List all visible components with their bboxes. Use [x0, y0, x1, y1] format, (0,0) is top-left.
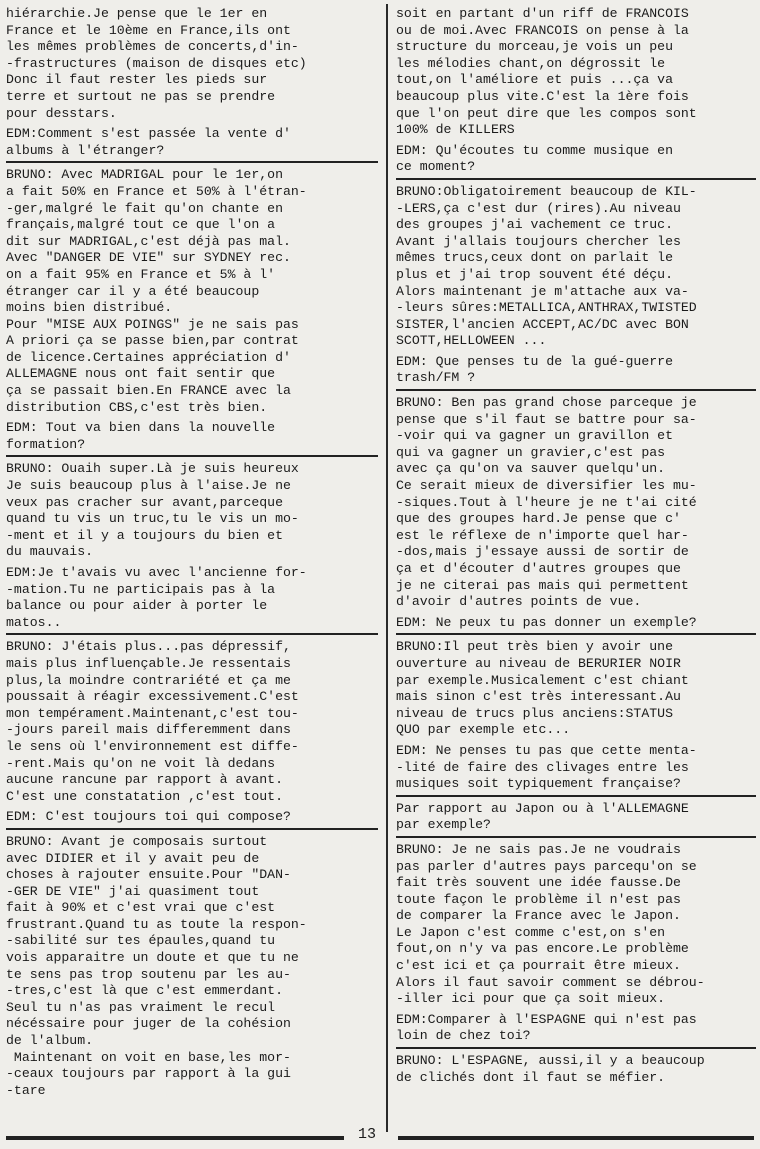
question: EDM: Ne penses tu pas que cette menta- -lité de faire des clivages entre les musiques soit typiquement française? [396, 743, 756, 797]
question: EDM: Que penses tu de la gué-guerre trash/FM ? [396, 354, 756, 391]
page-number: 13 [358, 1126, 377, 1143]
answer: BRUNO: J'étais plus...pas dépressif, mais plus influençable.Je ressentais plus,la moindre contrariété et ça me poussait à réagir excessivement.C'est mon tempérament.Maintenant,c'est tou- -jours pareil mais differemment dans le sens où l'environnement est diffe- -rent.Mais qu'on ne voit là dedans aucune rancune par rapport à avant. C'est une constatation ,c'est tout. [6, 639, 299, 804]
answer: BRUNO: L'ESPAGNE, aussi,il y a beaucoup de clichés dont il faut se méfier. [396, 1053, 705, 1085]
text-block: soit en partant d'un riff de FRANCOIS ou de moi.Avec FRANCOIS on pense à la structure du morceau,je vois un peu les mélodies chant,on dégrossit le tout,on l'améliore et puis ...ça va beaucoup plus vite.C'est la 1ère fois que l'on peut dire que les compos sont 100% de KILLERS [396, 6, 697, 138]
question: EDM: C'est toujours toi qui compose? [6, 809, 378, 830]
answer: BRUNO: Je ne sais pas.Je ne voudrais pas parler d'autres pays parcequ'on se fait très souvent une idée fausse.De toute façon le problème il n'est pas de comparer la France avec le Japon. Le Japon c'est comme c'est,on s'en fout,on n'y va pas encore.Le problème c'est ici et ça pourrait être mieux. Alors il faut savoir comment se débrou- -iller ici pour que ça soit mieux. [396, 841, 705, 1007]
answer: BRUNO: Avant je composais surtout avec DIDIER et il y avait peu de choses à rajouter ensuite.Pour "DAN- -GER DE VIE" j'ai quasiment tout fait à 90% et c'est vrai que c'est frustrant.Quand tu as toute la respon- -sabilité sur tes épaules,quand tu vois apparaitre un doute et que tu ne te sens pas trop soutenu par les au- -tres,c'est là que c'est emmerdant. Seul tu n'as pas vraiment le recul nécéssaire pour juger de la cohésion de l'album. Maintenant on voit en base,les mor- -ceaux toujours par rapport à la gui -tare [6, 833, 307, 1098]
question: EDM:Je t'avais vu avec l'ancienne for- -mation.Tu ne participais pas à la balance ou pour aider à porter le matos.. [6, 565, 378, 635]
question: EDM: Qu'écoutes tu comme musique en ce moment? [396, 143, 756, 180]
answer: BRUNO: Ouaih super.Là je suis heureux Je suis beaucoup plus à l'aise.Je ne veux pas cracher sur avant,parceque quand tu vis un truc,tu le vis un mo- -ment et il y a toujours du bien et du mauvais. [6, 461, 299, 560]
answer: BRUNO: Ben pas grand chose parceque je pense que s'il faut se battre pour sa- -voir qui va gagner un gravillon et qui va gagner un gravier,c'est pas avec ça qu'on va sauver quelqu'un. Ce serait mieux de diversifier les mu- -siques.Tout à l'heure je ne t'ai cité que des groupes hard.Je pense que c' est le réflexe de n'importe quel har- -dos,mais j'essaye aussi de sortir de ça et d'écouter d'autres groupes que je ne citerai pas mais qui permettent d'avoir d'autres points de vue. [396, 395, 697, 610]
column-divider [386, 4, 388, 1132]
question: EDM: Ne peux tu pas donner un exemple? [396, 615, 756, 636]
question: EDM:Comment s'est passée la vente d' albums à l'étranger? [6, 126, 378, 163]
left-column [6, 6, 378, 1102]
footer-rule-left [6, 1136, 344, 1140]
answer: BRUNO:Obligatoirement beaucoup de KIL- -LERS,ça c'est dur (rires).Au niveau des groupes j'ai vachement ce truc. Avant j'allais toujours chercher les mêmes trucs,ceux dont on parlait le plus et j'ai trop souvent été déçu. Alors maintenant je m'attache aux va- -leurs sûres:METALLICA,ANTHRAX,TWISTED SISTER,l'ancien ACCEPT,AC/DC avec BON SCOTT,HELLOWEEN ... [396, 183, 697, 349]
question: EDM: Tout va bien dans la nouvelle formation? [6, 420, 378, 457]
question: EDM:Comparer à l'ESPAGNE qui n'est pas loin de chez toi? [396, 1012, 756, 1049]
right-column [396, 6, 756, 1089]
text-block: hiérarchie.Je pense que le 1er en France et le 10ème en France,ils ont les mêmes problèmes de concerts,d'in- -frastructures (maison de disques etc) Donc il faut rester les pieds sur terre et surtout ne pas se prendre pour desstars. [6, 6, 307, 121]
answer: BRUNO:Il peut très bien y avoir une ouverture au niveau de BERURIER NOIR par exemple.Musicalement c'est chiant mais sinon c'est très interessant.Au niveau de trucs plus anciens:STATUS QUO par exemple etc... [396, 639, 689, 738]
footer-rule-right [398, 1136, 754, 1140]
question: Par rapport au Japon ou à l'ALLEMAGNE par exemple? [396, 801, 756, 838]
answer: BRUNO: Avec MADRIGAL pour le 1er,on a fait 50% en France et 50% à l'étran- -ger,malgré le fait qu'on chante en français,malgré tout ce que l'on a dit sur MADRIGAL,c'est déjà pas mal. Avec "DANGER DE VIE" sur SYDNEY rec. on a fait 95% en France et 5% à l' étranger car il y a été beaucoup moins bien distribué. Pour "MISE AUX POINGS" je ne sais pas A priori ça se passe bien,par contrat de licence.Certaines appréciation d' ALLEMAGNE nous ont fait sentir que ça se passait bien.En FRANCE avec la distribution CBS,c'est très bien. [6, 167, 307, 415]
